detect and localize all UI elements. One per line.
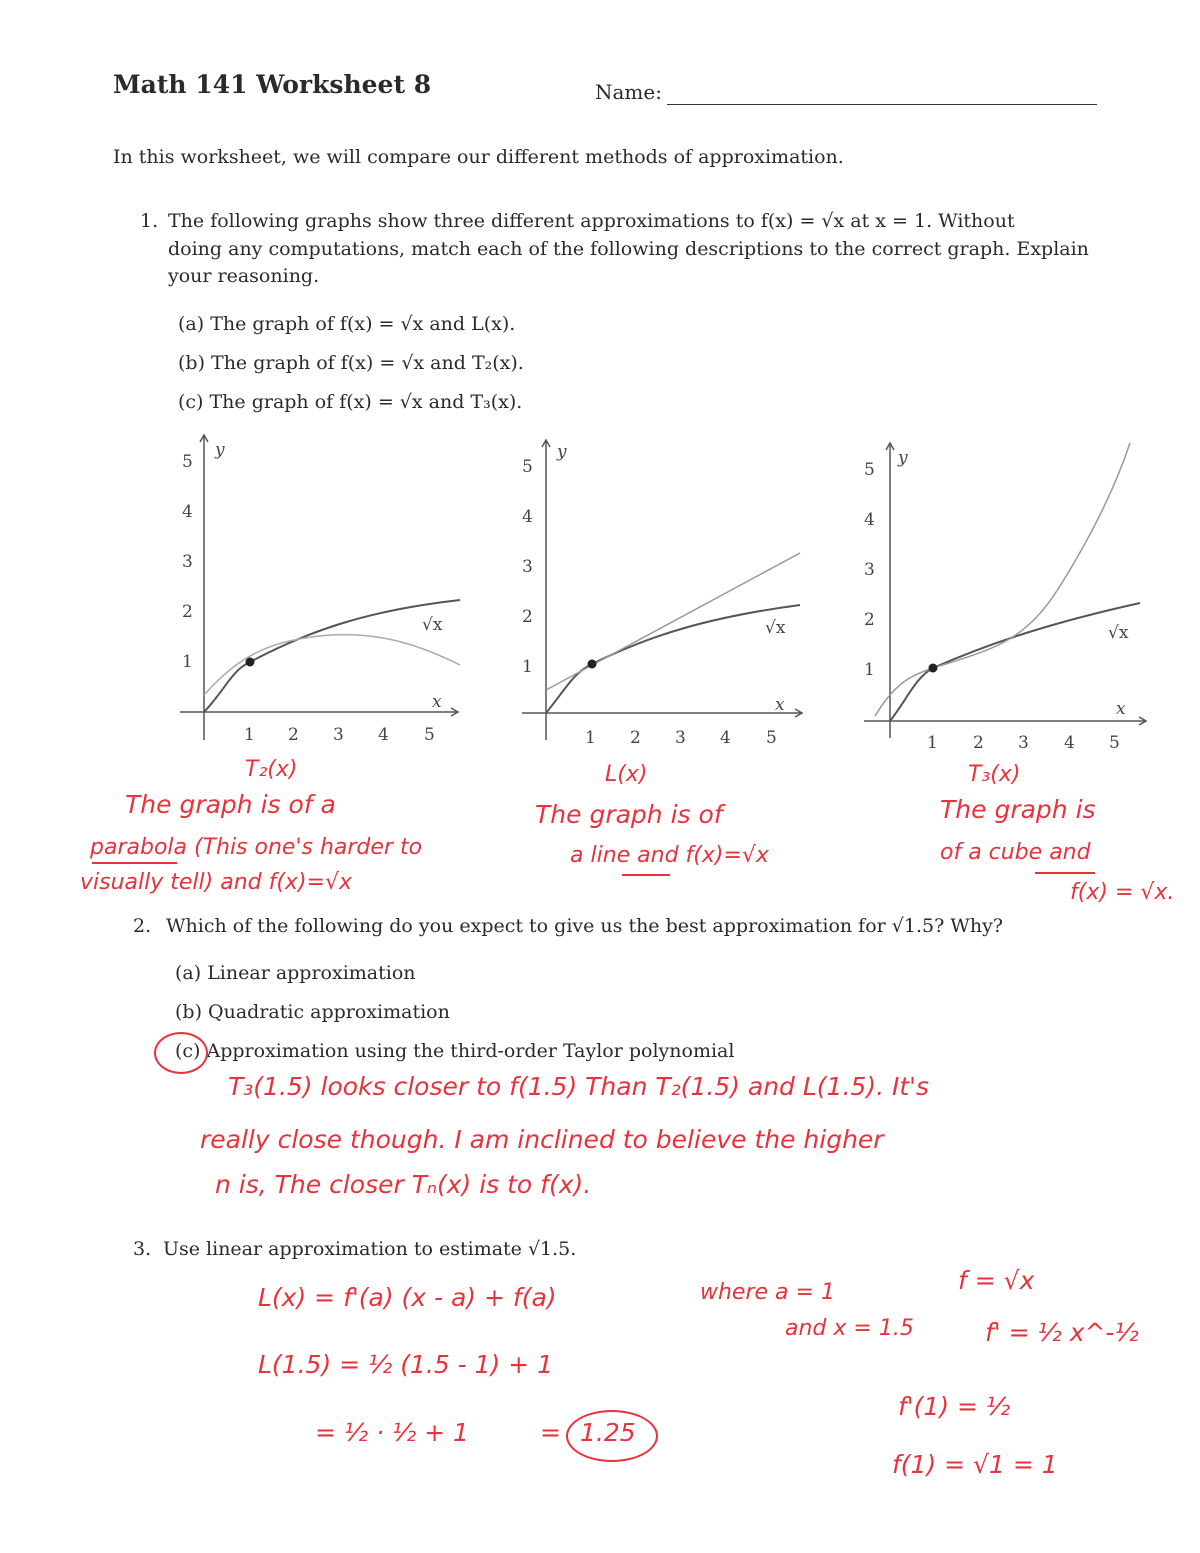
g2-ytick-1: 1 xyxy=(522,657,533,677)
hw-g1-underline xyxy=(92,862,177,864)
q1-number: 1. xyxy=(140,210,159,232)
hw-g3-line3: f(x) = √x. xyxy=(1070,880,1175,905)
hw-g2-label: L(x) xyxy=(605,762,648,787)
hw-q2-line3: n is, The closer Tₙ(x) is to f(x). xyxy=(215,1170,592,1199)
g2-axis-y-label: y xyxy=(557,442,567,462)
q2-option-a: (a) Linear approximation xyxy=(175,962,416,984)
hw-q3-f-1: f(1) = √1 = 1 xyxy=(892,1450,1058,1479)
g2-linear-line xyxy=(546,553,800,690)
hw-g2-line2: a line and f(x)=√x xyxy=(570,843,769,868)
q3-answer-circle xyxy=(566,1410,658,1462)
hw-q3-equals: = xyxy=(540,1418,561,1447)
g2-point xyxy=(588,660,597,669)
g1-t2-curve xyxy=(204,635,460,695)
hw-g3-line1: The graph is xyxy=(940,795,1096,824)
g2-xtick-1: 1 xyxy=(585,728,596,748)
hw-q3-fprime-1: f'(1) = ½ xyxy=(898,1392,1011,1421)
g1-ytick-4: 4 xyxy=(182,502,193,522)
q1-option-c: (c) The graph of f(x) = √x and T₃(x). xyxy=(178,391,523,413)
g1-xtick-2: 2 xyxy=(288,725,299,745)
hw-q2-line2: really close though. I am inclined to believe the higher xyxy=(200,1125,884,1154)
hw-q3-substitute: L(1.5) = ½ (1.5 - 1) + 1 xyxy=(258,1350,554,1379)
g3-ytick-3: 3 xyxy=(864,560,875,580)
g3-sqrt-curve xyxy=(890,603,1140,721)
g3-ytick-4: 4 xyxy=(864,510,875,530)
g1-ytick-2: 2 xyxy=(182,602,193,622)
q1-text-line1: The following graphs show three different approximations to f(x) = √x at x = 1. Without xyxy=(168,210,1015,232)
worksheet-title: Math 141 Worksheet 8 xyxy=(113,70,432,99)
g1-xtick-4: 4 xyxy=(378,725,389,745)
graph-3 xyxy=(850,438,1155,758)
g3-point xyxy=(929,664,938,673)
g3-xtick-2: 2 xyxy=(973,733,984,753)
g1-axis-y-label: y xyxy=(215,440,225,460)
g2-xtick-5: 5 xyxy=(766,728,777,748)
hw-g3-line2: of a cube and xyxy=(940,840,1091,865)
g2-ytick-5: 5 xyxy=(522,457,533,477)
hw-g2-underline xyxy=(622,874,670,876)
q2-option-b: (b) Quadratic approximation xyxy=(175,1001,450,1023)
hw-q3-f: f = √x xyxy=(958,1266,1035,1295)
g2-ytick-3: 3 xyxy=(522,557,533,577)
hw-g1-line3: visually tell) and f(x)=√x xyxy=(80,870,353,895)
g3-ytick-5: 5 xyxy=(864,460,875,480)
hw-q2-line1: T₃(1.5) looks closer to f(1.5) Than T₂(1.5) and L(1.5). It's xyxy=(228,1072,930,1101)
q2-option-c: (c) Approximation using the third-order Taylor polynomial xyxy=(175,1040,735,1062)
q1-option-b: (b) The graph of f(x) = √x and T₂(x). xyxy=(178,352,524,374)
g3-ytick-1: 1 xyxy=(864,660,875,680)
hw-q3-fprime: f' = ½ x^-½ xyxy=(985,1318,1139,1347)
g1-point xyxy=(246,658,255,667)
g3-xtick-5: 5 xyxy=(1109,733,1120,753)
name-field-line[interactable] xyxy=(667,104,1097,105)
q3-number: 3. xyxy=(133,1238,152,1260)
name-label: Name: xyxy=(595,80,662,104)
g3-xtick-3: 3 xyxy=(1018,733,1029,753)
hw-g1-label: T₂(x) xyxy=(245,757,298,782)
g3-curve-label: √x xyxy=(1108,623,1129,643)
g1-ytick-3: 3 xyxy=(182,552,193,572)
q2-number: 2. xyxy=(133,915,152,937)
hw-q3-formula: L(x) = f'(a) (x - a) + f(a) xyxy=(258,1283,557,1312)
g2-ytick-2: 2 xyxy=(522,607,533,627)
hw-g1-line1: The graph is of a xyxy=(125,790,336,819)
g3-axis-x-label: x xyxy=(1116,699,1126,719)
q2-text: Which of the following do you expect to give us the best approximation for √1.5? Why? xyxy=(166,915,1003,937)
q1-option-a: (a) The graph of f(x) = √x and L(x). xyxy=(178,313,516,335)
g1-xtick-3: 3 xyxy=(333,725,344,745)
g1-ytick-1: 1 xyxy=(182,652,193,672)
hw-g3-underline xyxy=(1035,872,1095,874)
g3-t3-curve xyxy=(875,443,1130,716)
q1-text-line2: doing any computations, match each of the following descriptions to the correct graph. Explain xyxy=(168,238,1089,260)
g3-xtick-4: 4 xyxy=(1064,733,1075,753)
g2-ytick-4: 4 xyxy=(522,507,533,527)
g1-xtick-1: 1 xyxy=(244,725,255,745)
q2-answer-circle xyxy=(154,1032,208,1074)
g2-xtick-2: 2 xyxy=(630,728,641,748)
hw-g2-line1: The graph is of xyxy=(535,800,723,829)
q1-text-line3: your reasoning. xyxy=(168,265,320,287)
g1-axis-x-label: x xyxy=(432,692,442,712)
g2-axis-x-label: x xyxy=(775,695,785,715)
graph-2 xyxy=(510,435,810,755)
g3-xtick-1: 1 xyxy=(927,733,938,753)
graph-1 xyxy=(170,430,470,750)
hw-g3-label: T₃(x) xyxy=(968,762,1021,787)
g2-xtick-4: 4 xyxy=(720,728,731,748)
g1-curve-label: √x xyxy=(422,615,443,635)
hw-q3-simplify: = ½ · ½ + 1 xyxy=(315,1418,469,1447)
hw-q3-answer: 1.25 xyxy=(580,1418,636,1447)
g3-ytick-2: 2 xyxy=(864,610,875,630)
g2-curve-label: √x xyxy=(765,618,786,638)
hw-q3-where-x: and x = 1.5 xyxy=(785,1316,914,1341)
intro-text: In this worksheet, we will compare our different methods of approximation. xyxy=(113,146,844,168)
hw-g1-line2: parabola (This one's harder to xyxy=(90,835,423,860)
hw-q3-where-a: where a = 1 xyxy=(700,1280,835,1305)
g3-axis-y-label: y xyxy=(898,448,908,468)
g1-xtick-5: 5 xyxy=(424,725,435,745)
q3-text: Use linear approximation to estimate √1.5. xyxy=(163,1238,577,1260)
g1-ytick-5: 5 xyxy=(182,452,193,472)
g2-xtick-3: 3 xyxy=(675,728,686,748)
